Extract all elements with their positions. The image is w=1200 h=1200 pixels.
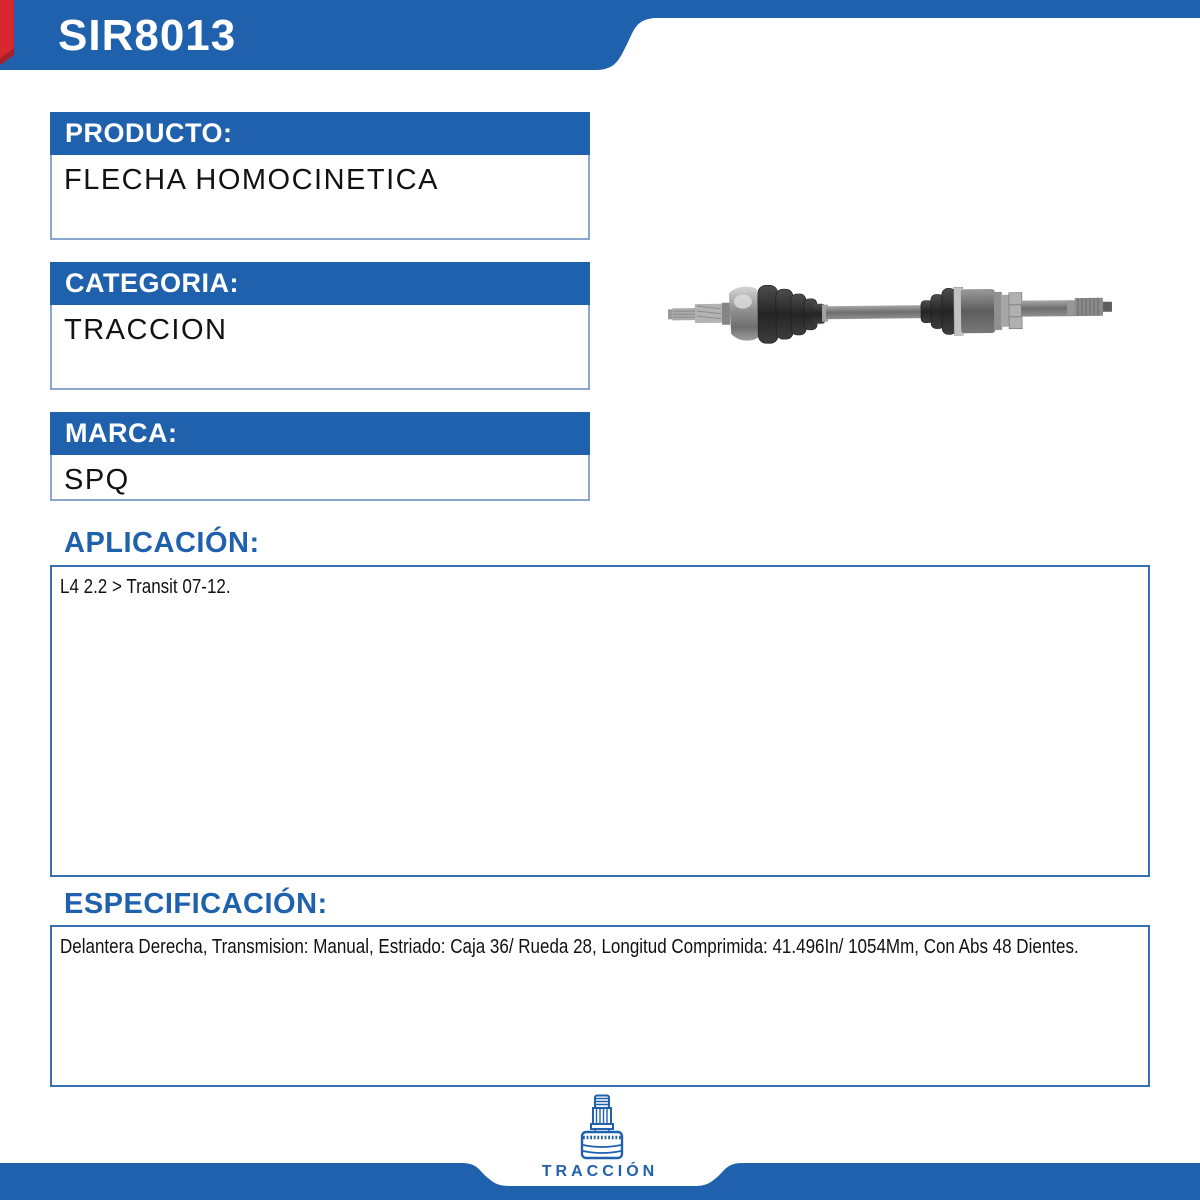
field-producto bbox=[50, 112, 590, 240]
aplicacion-box bbox=[50, 565, 1150, 877]
especificacion-box bbox=[50, 925, 1150, 1087]
especificacion-heading: ESPECIFICACIÓN: bbox=[64, 888, 328, 920]
footer-wave bbox=[0, 1160, 1200, 1200]
cv-joint-icon bbox=[568, 1094, 636, 1160]
especificacion-value: Delantera Derecha, Transmision: Manual, Estriado: Caja 36/ Rueda 28, Longitud Comprimida: 41.496In/ 1054Mm, Con Abs 48 Dientes. bbox=[60, 936, 1079, 958]
field-categoria-value: TRACCION bbox=[50, 305, 590, 390]
field-producto-label: PRODUCTO: bbox=[50, 112, 590, 155]
cv-axle-photo bbox=[663, 276, 1123, 348]
aplicacion-heading: APLICACIÓN: bbox=[64, 527, 260, 559]
page-title: SIR8013 bbox=[58, 11, 237, 60]
aplicacion-value: L4 2.2 > Transit 07-12. bbox=[60, 576, 231, 598]
footer-category-label: TRACCIÓN bbox=[541, 1163, 659, 1180]
field-marca bbox=[50, 412, 590, 501]
field-categoria-label: CATEGORIA: bbox=[50, 262, 590, 305]
field-categoria bbox=[50, 262, 590, 390]
field-marca-label: MARCA: bbox=[50, 412, 590, 455]
field-marca-value: SPQ bbox=[50, 455, 590, 501]
field-producto-value: FLECHA HOMOCINETICA bbox=[50, 155, 590, 240]
